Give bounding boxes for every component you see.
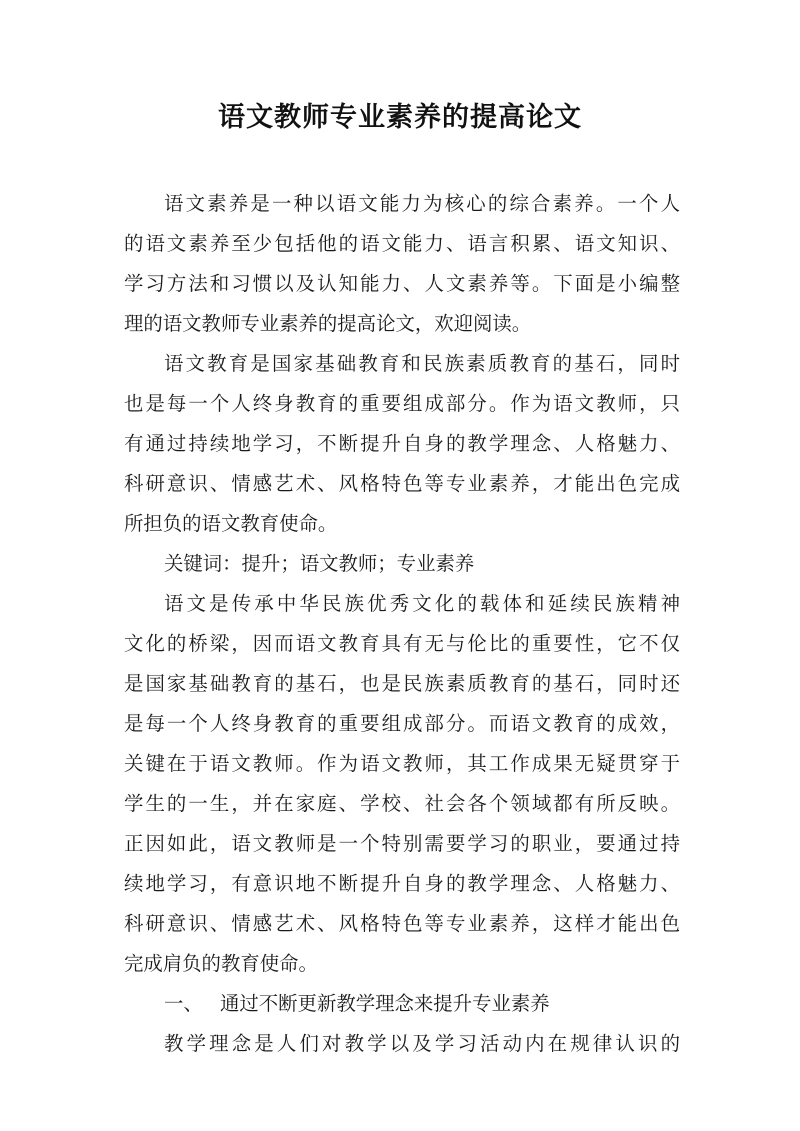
paragraph-line: 理的语文教师专业素养的提高论文，欢迎阅读。	[124, 312, 532, 335]
paragraph-line: 正因如此，语文教师是一个特别需要学习的职业，要通过持	[124, 832, 680, 855]
paragraph-line: 语文素养是一种以语文能力为核心的综合素养。一个人	[164, 192, 680, 215]
paragraph-line: 也是每一个人终身教育的重要组成部分。作为语文教师，只	[124, 392, 680, 415]
paragraph-line: 完成肩负的教育使命。	[124, 952, 318, 975]
paragraph-line: 学习方法和习惯以及认知能力、人文素养等。下面是小编整	[124, 272, 680, 295]
paragraph-line: 教学理念是人们对教学以及学习活动内在规律认识的	[164, 1032, 680, 1055]
paragraph-line: 语文是传承中华民族优秀文化的载体和延续民族精神	[164, 592, 680, 615]
paragraph-line: 有通过持续地学习，不断提升自身的教学理念、人格魅力、	[124, 432, 680, 455]
paragraph-line: 语文教育是国家基础教育和民族素质教育的基石，同时	[164, 352, 680, 375]
paragraph-line: 所担负的语文教育使命。	[124, 512, 338, 535]
paragraph-line: 是每一个人终身教育的重要组成部分。而语文教育的成效，	[124, 712, 680, 735]
paragraph-line: 学生的一生，并在家庭、学校、社会各个领域都有所反映。	[124, 792, 680, 815]
paragraph-line: 关键在于语文教师。作为语文教师，其工作成果无疑贯穿于	[124, 752, 680, 775]
paragraph-line: 科研意识、情感艺术、风格特色等专业素养，才能出色完成	[124, 472, 680, 495]
paragraph-line: 科研意识、情感艺术、风格特色等专业素养，这样才能出色	[124, 912, 680, 935]
paragraph-line: 的语文素养至少包括他的语文能力、语言积累、语文知识、	[124, 232, 680, 255]
paragraph-line: 续地学习，有意识地不断提升自身的教学理念、人格魅力、	[124, 872, 680, 895]
document-title: 语文教师专业素养的提高论文	[218, 102, 582, 133]
keywords-line: 关键词：提升；语文教师；专业素养	[164, 552, 475, 575]
document-body	[124, 184, 680, 1064]
paragraph-line: 文化的桥梁，因而语文教育具有无与伦比的重要性，它不仅	[124, 632, 680, 655]
section-heading-text: 通过不断更新教学理念来提升专业素养	[220, 992, 550, 1015]
paragraph-line: 是国家基础教育的基石，也是民族素质教育的基石，同时还	[124, 672, 680, 695]
section-heading-number: 一、	[164, 992, 203, 1015]
section-heading	[124, 984, 680, 1024]
